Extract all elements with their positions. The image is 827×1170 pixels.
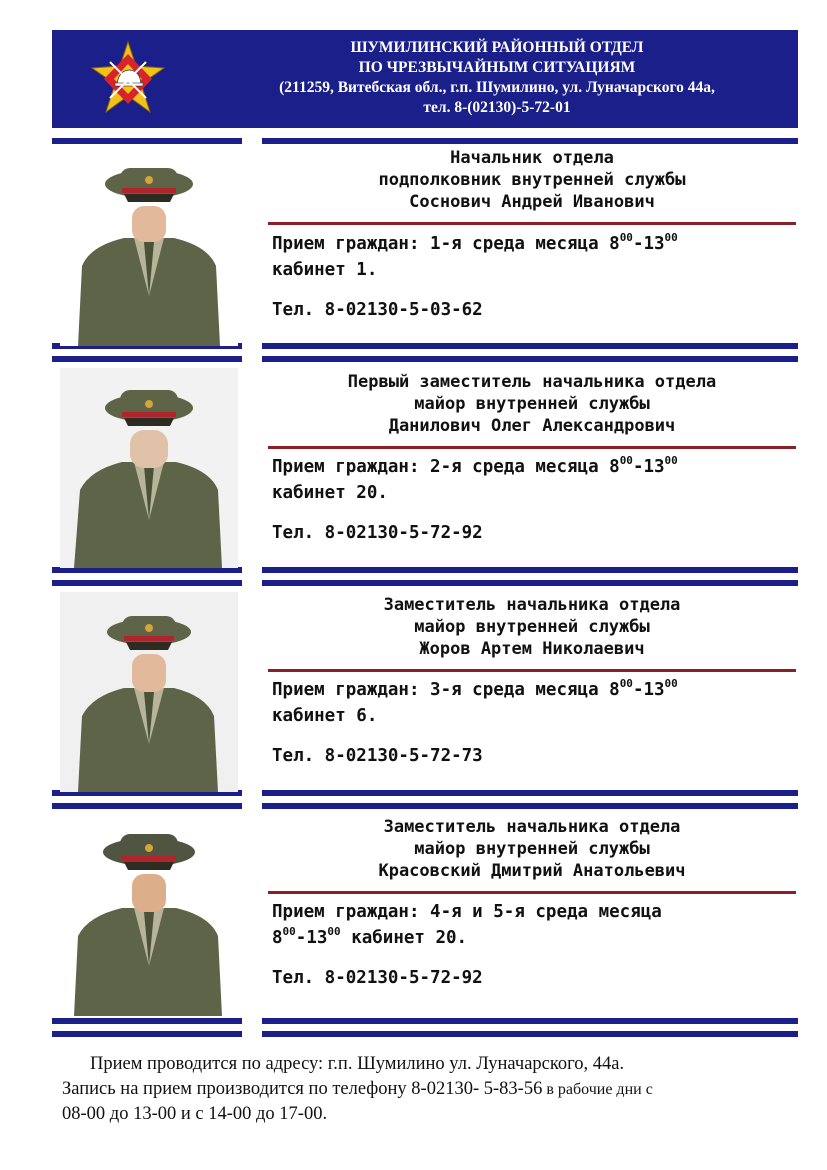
official-position: Первый заместитель начальника отдела: [347, 372, 717, 392]
separator-stripe: [262, 1018, 798, 1024]
time-end-hour: -13: [632, 234, 665, 254]
separator-stripe: [52, 1031, 242, 1037]
official-name: Жоров Артем Николаевич: [419, 639, 645, 659]
separator-stripe: [262, 356, 798, 362]
separator-stripe: [262, 803, 798, 809]
time-end-hour: -13: [295, 928, 328, 948]
official-position: Заместитель начальника отдела: [383, 595, 681, 615]
reception-office: кабинет 20.: [340, 928, 468, 948]
official-title-block: [268, 816, 796, 882]
official-rank: майор внутренней службы: [414, 394, 650, 414]
reception-info: [272, 231, 797, 283]
footer-address: Прием проводится по адресу: г.п. Шумилино ул. Луначарского, 44а.: [90, 1054, 625, 1074]
official-phone: Тел. 8-02130-5-72-73: [272, 746, 483, 766]
title-underline: [268, 222, 796, 225]
official-name: Соснович Андрей Иванович: [409, 192, 655, 212]
time-start-minutes: 00: [619, 231, 633, 244]
official-phone: Тел. 8-02130-5-03-62: [272, 300, 483, 320]
time-start-minutes: 00: [619, 677, 633, 690]
title-underline: [268, 891, 796, 894]
footer-hours: 08-00 до 13-00 и с 14-00 до 17-00.: [62, 1104, 328, 1124]
header-line-2: ПО ЧРЕЗВЫЧАЙНЫМ СИТУАЦИЯМ: [358, 59, 636, 76]
official-title-block: [268, 594, 796, 660]
time-end-minutes: 00: [327, 925, 341, 938]
footer-appointment: [62, 1077, 778, 1102]
officer-portrait-photo: [60, 592, 238, 792]
reception-office: кабинет 1.: [272, 260, 378, 280]
time-start-hour: 8: [272, 928, 283, 948]
reception-day: Прием граждан: 3-я среда месяца 8: [272, 680, 620, 700]
official-name: Красовский Дмитрий Анатольевич: [378, 861, 686, 881]
title-underline: [268, 446, 796, 449]
official-position: Начальник отдела: [450, 148, 614, 168]
time-start-minutes: 00: [619, 454, 633, 467]
official-position: Заместитель начальника отдела: [383, 817, 681, 837]
time-end-minutes: 00: [664, 454, 678, 467]
title-underline: [268, 669, 796, 672]
reception-time-office: [272, 925, 797, 951]
footer-working-days: в рабочие дни с: [542, 1081, 653, 1098]
reception-schedule: [272, 231, 797, 257]
officer-portrait-photo: [60, 146, 238, 346]
reception-office: кабинет 6.: [272, 706, 378, 726]
reception-day: Прием граждан: 1-я среда месяца 8: [272, 234, 620, 254]
official-rank: майор внутренней службы: [414, 617, 650, 637]
separator-stripe: [262, 343, 798, 349]
officer-portrait-photo: [60, 368, 238, 568]
header-banner: [52, 30, 798, 128]
reception-office: кабинет 20.: [272, 483, 388, 503]
time-end-minutes: 00: [664, 677, 678, 690]
reception-schedule: [272, 454, 797, 480]
separator-stripe: [52, 356, 242, 362]
mchs-emblem-icon: [88, 40, 168, 118]
reception-schedule: [272, 677, 797, 703]
official-phone: Тел. 8-02130-5-72-92: [272, 968, 483, 988]
official-rank: майор внутренней службы: [414, 839, 650, 859]
separator-stripe: [262, 567, 798, 573]
header-line-1: ШУМИЛИНСКИЙ РАЙОННЫЙ ОТДЕЛ: [350, 39, 644, 56]
official-title-block: [268, 371, 796, 437]
separator-stripe: [262, 580, 798, 586]
official-title-block: [268, 147, 796, 213]
separator-stripe: [52, 803, 242, 809]
reception-schedule: Прием граждан: 4-я и 5-я среда месяца: [272, 902, 662, 922]
official-phone: Тел. 8-02130-5-72-92: [272, 523, 483, 543]
separator-stripe: [262, 138, 798, 144]
header-line-4: тел. 8-(02130)-5-72-01: [423, 99, 571, 116]
footer-appointment-phone: Запись на прием производится по телефону 8-02130- 5-83-56: [62, 1079, 543, 1099]
time-start-minutes: 00: [282, 925, 296, 938]
reception-info: [272, 899, 797, 951]
official-rank: подполковник внутренней службы: [378, 170, 686, 190]
reception-info: [272, 677, 797, 729]
reception-day: Прием граждан: 2-я среда месяца 8: [272, 457, 620, 477]
separator-stripe: [262, 1031, 798, 1037]
time-end-hour: -13: [632, 457, 665, 477]
header-line-3: (211259, Витебская обл., г.п. Шумилино, ул. Луначарского 44а,: [279, 79, 715, 96]
footer-note: [62, 1052, 778, 1127]
separator-stripe: [262, 790, 798, 796]
header-title: [202, 38, 792, 118]
time-end-minutes: 00: [664, 231, 678, 244]
officer-portrait-photo: [60, 816, 238, 1016]
official-name: Данилович Олег Александрович: [388, 416, 676, 436]
separator-stripe: [52, 580, 242, 586]
reception-info: [272, 454, 797, 506]
time-end-hour: -13: [632, 680, 665, 700]
separator-stripe: [52, 1018, 242, 1024]
separator-stripe: [52, 138, 242, 144]
